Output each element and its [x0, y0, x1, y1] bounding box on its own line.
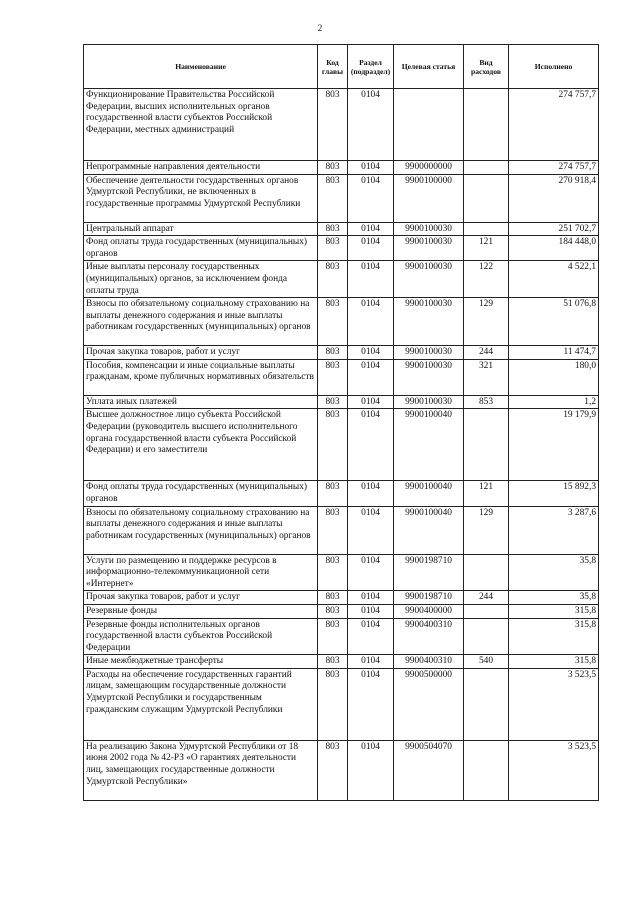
table-row: [84, 395, 599, 409]
table-row: [84, 346, 599, 360]
cell-expense-type: 122: [464, 261, 509, 298]
cell-section: 0104: [348, 668, 394, 740]
cell-expense-type: 321: [464, 359, 509, 395]
cell-executed: 274 757,7: [509, 89, 599, 161]
cell-executed: 3 523,5: [509, 668, 599, 740]
cell-expense-type: [464, 89, 509, 161]
cell-section: 0104: [348, 298, 394, 346]
cell-section: 0104: [348, 222, 394, 236]
cell-section: 0104: [348, 359, 394, 395]
cell-executed: 11 474,7: [509, 346, 599, 360]
cell-expense-type: [464, 174, 509, 222]
cell-target: 9900100040: [394, 481, 464, 506]
cell-target: 9900198710: [394, 554, 464, 591]
cell-chapter: 803: [318, 668, 348, 740]
table-row: [84, 591, 599, 605]
cell-expense-type: [464, 618, 509, 655]
cell-name: Уплата иных платежей: [84, 395, 318, 409]
cell-executed: 3 523,5: [509, 740, 599, 800]
table-row: [84, 668, 599, 740]
cell-target: 9900400310: [394, 655, 464, 669]
cell-chapter: 803: [318, 89, 348, 161]
table-row: [84, 618, 599, 655]
cell-chapter: 803: [318, 298, 348, 346]
cell-chapter: 803: [318, 506, 348, 554]
cell-name: Услуги по размещению и поддержке ресурсов в информационно-телекоммуникационной сети «Интернет»: [84, 554, 318, 591]
column-header-name: Наименование: [84, 45, 318, 89]
cell-name: Взносы по обязательному социальному страхованию на выплаты денежного содержания и иные выплаты работникам государственных (муниципальных) органов: [84, 298, 318, 346]
cell-section: 0104: [348, 618, 394, 655]
cell-target: 9900100030: [394, 236, 464, 261]
column-header-section: Раздел (подраздел): [348, 45, 394, 89]
cell-chapter: 803: [318, 740, 348, 800]
cell-section: 0104: [348, 346, 394, 360]
cell-name: Непрограммные направления деятельности: [84, 161, 318, 175]
cell-target: 9900000000: [394, 161, 464, 175]
cell-target: 9900198710: [394, 591, 464, 605]
cell-target: 9900400310: [394, 618, 464, 655]
table-row: [84, 161, 599, 175]
cell-section: 0104: [348, 591, 394, 605]
table-row: [84, 222, 599, 236]
cell-section: 0104: [348, 161, 394, 175]
column-header-target: Целевая статья: [394, 45, 464, 89]
cell-expense-type: 244: [464, 591, 509, 605]
cell-name: На реализацию Закона Удмуртской Республики от 18 июня 2002 года № 42-РЗ «О гарантиях деятельности лиц, замещающих государственные должности Удмуртской Республики»: [84, 740, 318, 800]
cell-name: Иные выплаты персоналу государственных (муниципальных) органов, за исключением фонда оплаты труда: [84, 261, 318, 298]
cell-chapter: 803: [318, 554, 348, 591]
cell-executed: 315,8: [509, 618, 599, 655]
cell-chapter: 803: [318, 409, 348, 481]
cell-expense-type: 121: [464, 236, 509, 261]
cell-section: 0104: [348, 174, 394, 222]
cell-section: 0104: [348, 604, 394, 618]
cell-executed: 315,8: [509, 655, 599, 669]
table-row: [84, 481, 599, 506]
cell-target: 9900100040: [394, 506, 464, 554]
cell-section: 0104: [348, 554, 394, 591]
cell-executed: 35,8: [509, 591, 599, 605]
table-row: [84, 89, 599, 161]
cell-chapter: 803: [318, 236, 348, 261]
cell-section: 0104: [348, 261, 394, 298]
cell-expense-type: 244: [464, 346, 509, 360]
cell-expense-type: [464, 604, 509, 618]
table-row: [84, 236, 599, 261]
cell-expense-type: [464, 740, 509, 800]
cell-section: 0104: [348, 89, 394, 161]
cell-target: 9900100040: [394, 409, 464, 481]
cell-section: 0104: [348, 655, 394, 669]
cell-name: Высшее должностное лицо субъекта Российской Федерации (руководитель высшего исполнительного органа государственной власти субъекта Российской Федерации) и его заместители: [84, 409, 318, 481]
cell-target: 9900504070: [394, 740, 464, 800]
cell-target: 9900100030: [394, 359, 464, 395]
cell-target: 9900500000: [394, 668, 464, 740]
cell-name: Пособия, компенсации и иные социальные выплаты гражданам, кроме публичных нормативных обязательств: [84, 359, 318, 395]
cell-section: 0104: [348, 409, 394, 481]
cell-name: Прочая закупка товаров, работ и услуг: [84, 346, 318, 360]
cell-executed: 35,8: [509, 554, 599, 591]
cell-expense-type: 853: [464, 395, 509, 409]
cell-executed: 3 287,6: [509, 506, 599, 554]
table-row: [84, 506, 599, 554]
table-body: [84, 89, 599, 801]
cell-expense-type: 540: [464, 655, 509, 669]
budget-table: [83, 44, 599, 801]
cell-executed: 184 448,0: [509, 236, 599, 261]
table-row: [84, 655, 599, 669]
cell-name: Фонд оплаты труда государственных (муниципальных) органов: [84, 481, 318, 506]
table-row: [84, 740, 599, 800]
cell-section: 0104: [348, 740, 394, 800]
cell-chapter: 803: [318, 604, 348, 618]
cell-expense-type: 129: [464, 506, 509, 554]
table-header: [84, 45, 599, 89]
cell-target: 9900100000: [394, 174, 464, 222]
page-number: 2: [317, 23, 323, 33]
cell-chapter: 803: [318, 261, 348, 298]
cell-executed: 315,8: [509, 604, 599, 618]
table-row: [84, 604, 599, 618]
cell-target: 9900100030: [394, 346, 464, 360]
table-row: [84, 298, 599, 346]
cell-chapter: 803: [318, 346, 348, 360]
table-row: [84, 409, 599, 481]
cell-expense-type: [464, 668, 509, 740]
cell-name: Фонд оплаты труда государственных (муниципальных) органов: [84, 236, 318, 261]
table-row: [84, 554, 599, 591]
cell-executed: 4 522,1: [509, 261, 599, 298]
cell-name: Центральный аппарат: [84, 222, 318, 236]
cell-expense-type: [464, 409, 509, 481]
cell-name: Прочая закупка товаров, работ и услуг: [84, 591, 318, 605]
column-header-expense-type: Вид расходов: [464, 45, 509, 89]
cell-name: Обеспечение деятельности государственных органов Удмуртской Республики, не включенных в государственные программы Удмуртской Республики: [84, 174, 318, 222]
cell-section: 0104: [348, 236, 394, 261]
cell-expense-type: [464, 222, 509, 236]
cell-name: Взносы по обязательному социальному страхованию на выплаты денежного содержания и иные выплаты работникам государственных (муниципальных) органов: [84, 506, 318, 554]
cell-target: 9900100030: [394, 298, 464, 346]
cell-target: 9900100030: [394, 395, 464, 409]
cell-chapter: 803: [318, 591, 348, 605]
cell-expense-type: 121: [464, 481, 509, 506]
table-row: [84, 359, 599, 395]
cell-target: 9900100030: [394, 222, 464, 236]
column-header-executed: Исполнено: [509, 45, 599, 89]
cell-chapter: 803: [318, 174, 348, 222]
cell-name: Расходы на обеспечение государственных гарантий лицам, замещающим государственные должности Удмуртской Республики и государственным гражданским служащим Удмуртской Республики: [84, 668, 318, 740]
table-row: [84, 261, 599, 298]
cell-target: [394, 89, 464, 161]
cell-executed: 274 757,7: [509, 161, 599, 175]
cell-target: 9900100030: [394, 261, 464, 298]
cell-executed: 270 918,4: [509, 174, 599, 222]
cell-executed: 15 892,3: [509, 481, 599, 506]
cell-executed: 251 702,7: [509, 222, 599, 236]
cell-expense-type: 129: [464, 298, 509, 346]
cell-chapter: 803: [318, 161, 348, 175]
cell-section: 0104: [348, 481, 394, 506]
cell-chapter: 803: [318, 222, 348, 236]
cell-executed: 19 179,9: [509, 409, 599, 481]
cell-executed: 180,0: [509, 359, 599, 395]
cell-name: Иные межбюджетные трансферты: [84, 655, 318, 669]
cell-expense-type: [464, 554, 509, 591]
cell-section: 0104: [348, 506, 394, 554]
table-row: [84, 174, 599, 222]
cell-expense-type: [464, 161, 509, 175]
column-header-chapter: Код главы: [318, 45, 348, 89]
cell-name: Резервные фонды исполнительных органов государственной власти субъектов Российской Федерации: [84, 618, 318, 655]
cell-executed: 51 076,8: [509, 298, 599, 346]
cell-executed: 1,2: [509, 395, 599, 409]
cell-chapter: 803: [318, 618, 348, 655]
cell-chapter: 803: [318, 395, 348, 409]
cell-target: 9900400000: [394, 604, 464, 618]
cell-name: Функционирование Правительства Российской Федерации, высших исполнительных органов государственной власти субъектов Российской Федерации, местных администраций: [84, 89, 318, 161]
cell-name: Резервные фонды: [84, 604, 318, 618]
cell-chapter: 803: [318, 481, 348, 506]
cell-chapter: 803: [318, 655, 348, 669]
cell-chapter: 803: [318, 359, 348, 395]
cell-section: 0104: [348, 395, 394, 409]
